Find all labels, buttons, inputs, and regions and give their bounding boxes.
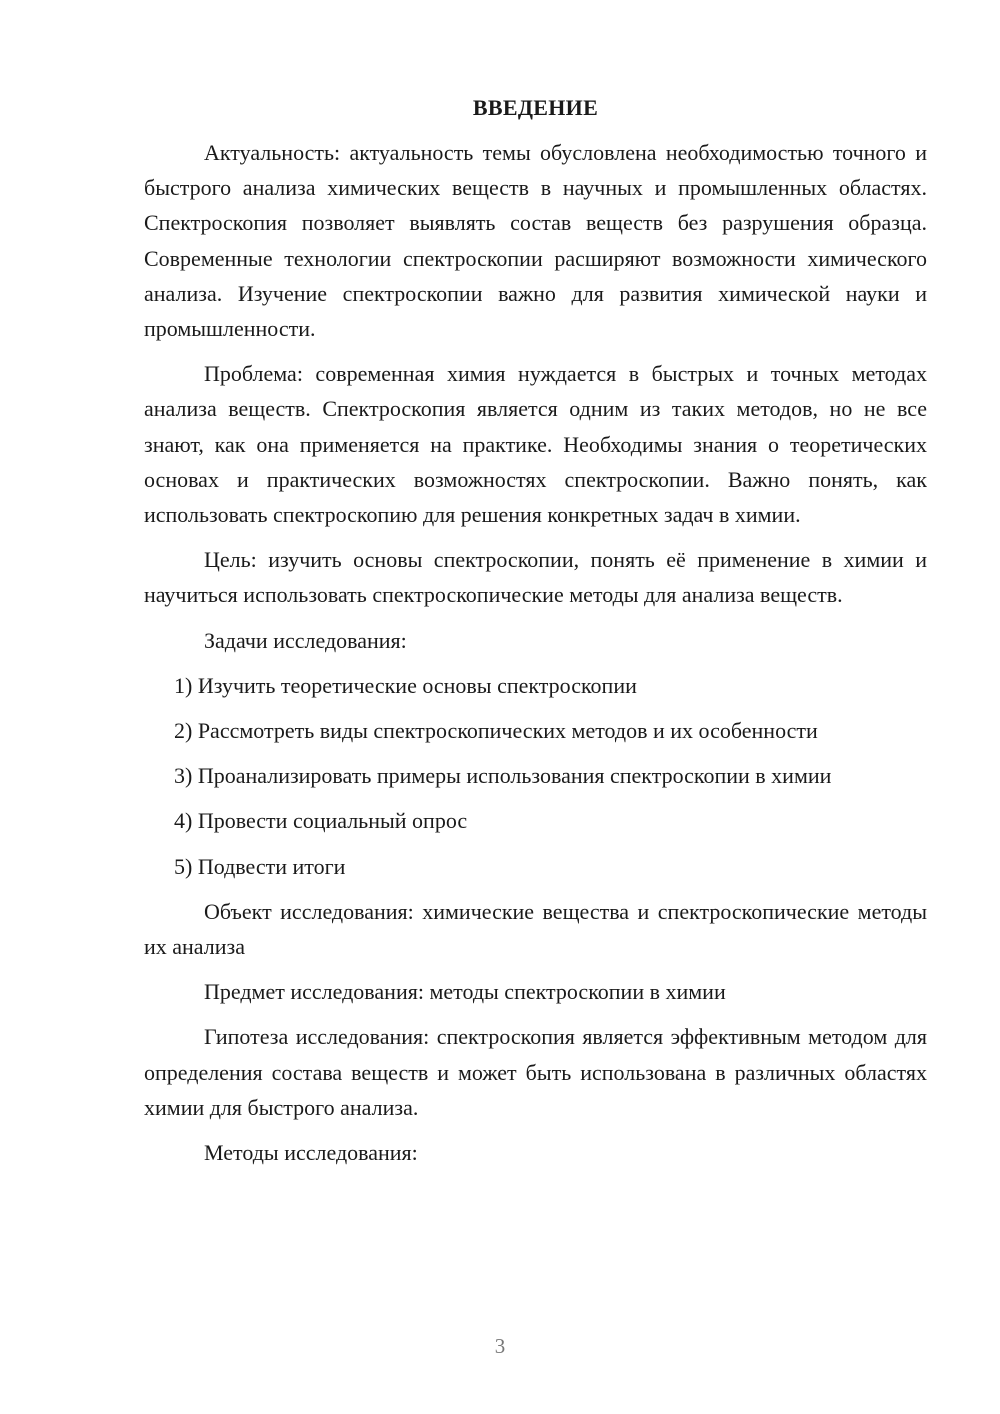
hypothesis-paragraph: Гипотеза исследования: спектроскопия является эффективным методом для определения состава веществ и может быть использована в различных областях химии для быстрого анализа. [144, 1024, 927, 1120]
task-item: 2) Рассмотреть виды спектроскопических методов и их особенности [174, 718, 818, 744]
page-number: 3 [494, 1334, 506, 1358]
task-item: 4) Провести социальный опрос [174, 808, 468, 834]
goal-paragraph: Цель: изучить основы спектроскопии, понять её применение в химии и научиться использовать спектроскопические методы для анализа веществ. [144, 547, 927, 608]
task-item: 5) Подвести итоги [174, 853, 346, 879]
problem-paragraph: Проблема: современная химия нуждается в быстрых и точных методах анализа веществ. Спектроскопия является одним из таких методов, но не все знают, как она применяется на практике. Необходимы знания о теоретических основах и практических возможностях спектроскопии. Важно понять, как использовать спектроскопию для решения конкретных задач в химии. [144, 361, 927, 528]
relevance-paragraph: Актуальность: актуальность темы обусловлена необходимостью точного и быстрого анализа химических веществ в научных и промышленных областях. Спектроскопия позволяет выявлять состав веществ без разрушения образца. Современные технологии спектроскопии расширяют возможности химического анализа. Изучение спектроскопии важно для развития химической науки и промышленности. [144, 140, 927, 342]
subject-paragraph: Предмет исследования: методы спектроскопии в химии [204, 979, 726, 1005]
task-item: 3) Проанализировать примеры использования спектроскопии в химии [174, 763, 832, 789]
page-content [144, 90, 927, 1180]
tasks-heading: Задачи исследования: [204, 627, 407, 653]
methods-heading: Методы исследования: [204, 1140, 418, 1166]
tasks-list [144, 668, 927, 884]
section-title: ВВЕДЕНИЕ [472, 95, 599, 120]
task-item: 1) Изучить теоретические основы спектроскопии [174, 672, 637, 698]
object-paragraph: Объект исследования: химические вещества и спектроскопические методы их анализа [144, 898, 927, 960]
